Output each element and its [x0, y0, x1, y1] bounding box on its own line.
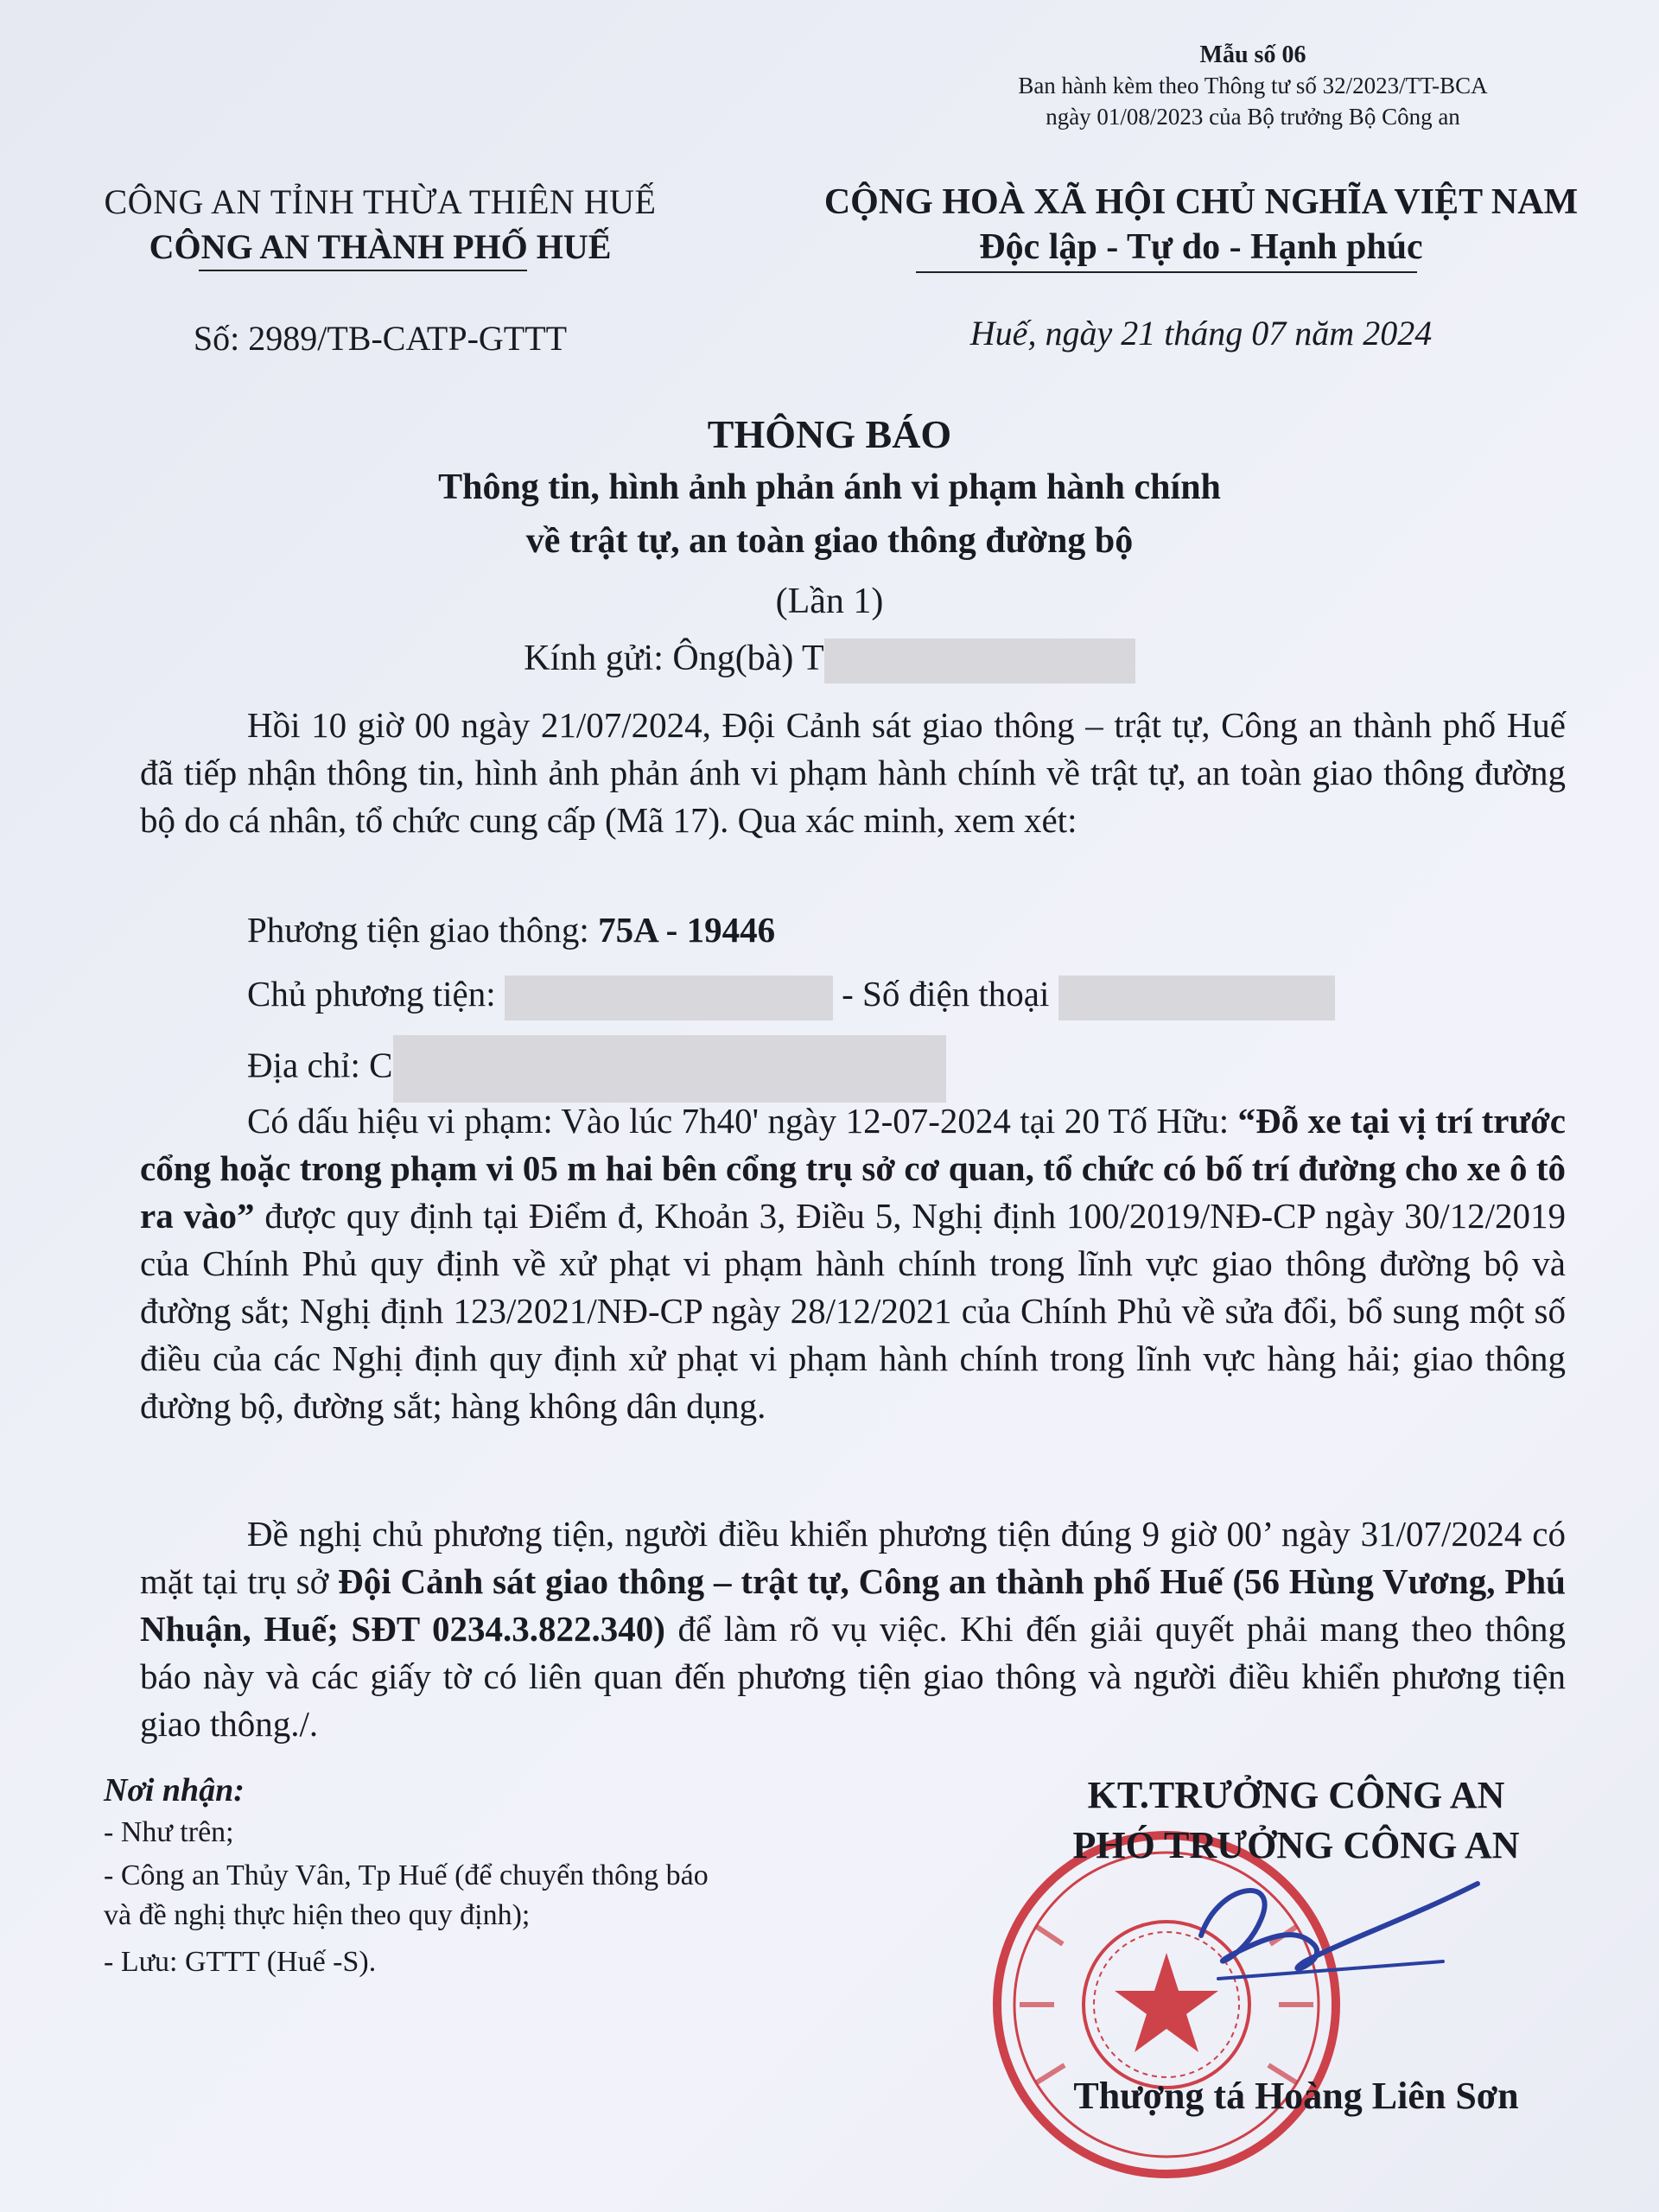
recipients-title: Nơi nhận: — [104, 1772, 245, 1808]
recipient-line — [0, 638, 1659, 683]
parent-agency: CÔNG AN TỈNH THỪA THIÊN HUẾ — [104, 182, 657, 221]
signature-title-line2: PHÓ TRƯỞNG CÔNG AN — [1072, 1824, 1520, 1866]
document-subtitle-line2: về trật tự, an toàn giao thông đường bộ — [525, 521, 1134, 561]
request-paragraph — [140, 1510, 1566, 1748]
violation-paragraph — [140, 1097, 1566, 1430]
redacted-owner-name — [505, 976, 833, 1020]
recipient-item: và đề nghị thực hiện theo quy định); — [104, 1899, 531, 1931]
form-issued-date: ngày 01/08/2023 của Bộ trưởng Bộ Công an — [1046, 104, 1460, 130]
recipient-item: - Công an Thủy Vân, Tp Huế (để chuyển thông báo — [104, 1859, 709, 1891]
motto-underline — [916, 271, 1417, 273]
recipient-label: Kính gửi: Ông(bà) T — [524, 639, 824, 678]
recipient-item: - Lưu: GTTT (Huế -S). — [104, 1946, 377, 1978]
owner-label: Chủ phương tiện: — [247, 974, 505, 1014]
recipient-item: - Như trên; — [104, 1816, 234, 1848]
intro-paragraph: Hồi 10 giờ 00 ngày 21/07/2024, Đội Cảnh sát giao thông – trật tự, Công an thành phố Huế đã tiếp nhận thông tin, hình ảnh phản ánh vi phạm hành chính về trật tự, an toàn giao thông đường bộ do cá nhân, tổ chức cung cấp (Mã 17). Qua xác minh, xem xét: — [140, 705, 1566, 840]
address-line — [247, 1035, 946, 1103]
form-issued-with: Ban hành kèm theo Thông tư số 32/2023/TT-BCA — [1018, 73, 1488, 99]
document-title: THÔNG BÁO — [707, 412, 952, 456]
office-address: Đội Cảnh sát giao thông – trật tự, Công an thành phố Huế (56 Hùng Vương, Phú Nhuận, Huế; SĐT 0234.3.822.340) — [140, 1561, 1566, 1649]
address-label: Địa chỉ: C — [247, 1045, 393, 1085]
violation-description: “Đỗ xe tại vị trí trước cổng hoặc trong phạm vi 05 m hai bên cổng trụ sở cơ quan, tổ chức có bố trí đường cho xe ô tô ra vào” — [140, 1101, 1567, 1236]
notice-round: (Lần 1) — [775, 582, 884, 621]
nation-name: CỘNG HOÀ XÃ HỘI CHỦ NGHĨA VIỆT NAM — [823, 182, 1579, 222]
violation-lead: Có dấu hiệu vi phạm: Vào lúc 7h40' ngày 12-07-2024 tại 20 Tố Hữu: — [247, 1101, 1238, 1141]
agency-underline — [199, 270, 527, 271]
document-number: Số: 2989/TB-CATP-GTTT — [193, 319, 568, 358]
document-subtitle-line1: Thông tin, hình ảnh phản ánh vi phạm hành chính — [438, 467, 1221, 507]
owner-line — [247, 973, 1335, 1020]
redacted-recipient-name — [824, 639, 1135, 683]
signer-name: Thượng tá Hoàng Liên Sơn — [1073, 2075, 1519, 2117]
vehicle-label: Phương tiện giao thông: — [247, 910, 599, 950]
vehicle-plate: 75A - 19446 — [598, 910, 776, 950]
handwritten-signature — [1184, 1866, 1495, 2005]
place-and-date: Huế, ngày 21 tháng 07 năm 2024 — [969, 314, 1433, 353]
phone-label: - Số điện thoại — [832, 974, 1058, 1014]
signature-title-line1: KT.TRƯỞNG CÔNG AN — [1087, 1774, 1505, 1816]
national-motto: Độc lập - Tự do - Hạnh phúc — [979, 227, 1423, 267]
issuing-unit: CÔNG AN THÀNH PHỐ HUẾ — [149, 227, 612, 266]
form-number: Mẫu số 06 — [1199, 41, 1306, 68]
redacted-phone-number — [1058, 976, 1335, 1020]
vehicle-line — [247, 909, 775, 950]
request-lead: Đề nghị chủ phương tiện, người điều khiển phương tiện đúng 9 giờ 00’ ngày 31/07/2024 có mặt tại trụ sở — [140, 1514, 1566, 1601]
request-rest: để làm rõ vụ việc. Khi đến giải quyết phải mang theo thông báo này và các giấy tờ có liên quan đến phương tiện giao thông và người điều khiển phương tiện giao thông./. — [140, 1609, 1567, 1744]
violation-legal-basis: được quy định tại Điểm đ, Khoản 3, Điều 5, Nghị định 100/2019/NĐ-CP ngày 30/12/2019 của Chính Phủ quy định về xử phạt vi phạm hành chính trong lĩnh vực giao thông đường bộ và đường sắt; Nghị định 123/2021/NĐ-CP ngày 28/12/2021 của Chính Phủ về sửa đổi, bổ sung một số điều của các Nghị định quy định xử phạt vi phạm hành chính trong lĩnh vực hàng hải; giao thông đường bộ, đường sắt; hàng không dân dụng. — [140, 1196, 1566, 1426]
redacted-address — [393, 1035, 946, 1103]
